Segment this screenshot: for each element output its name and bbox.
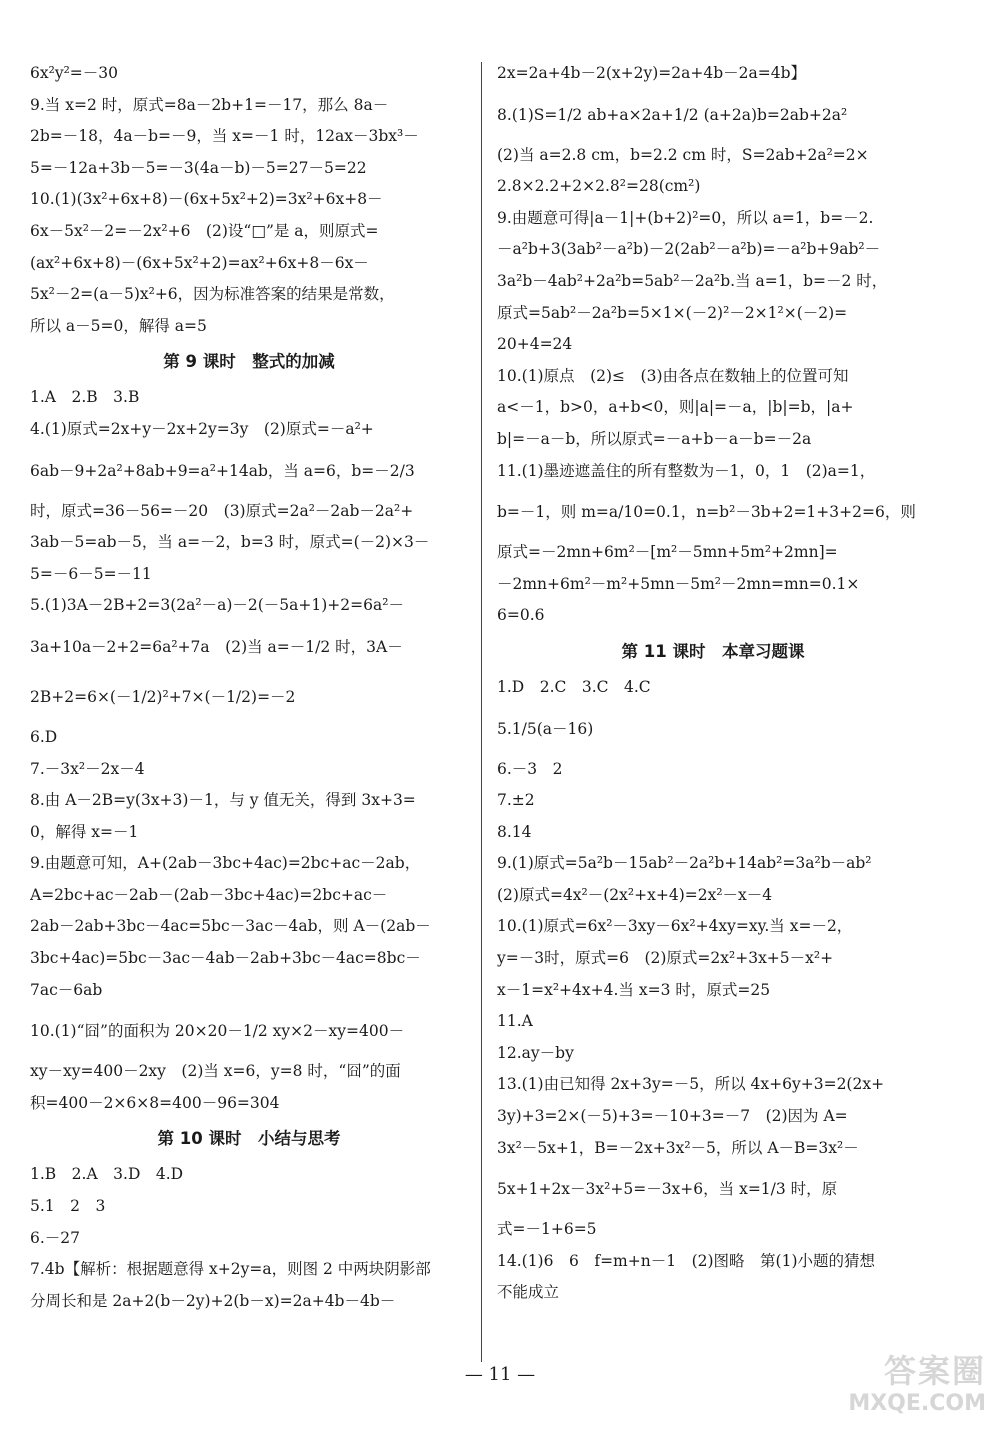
answer-line: a<－1，b>0，a+b<0，则|a|=－a，|b|=b，|a+ xyxy=(497,398,854,417)
answer-line: 11.(1)墨迹遮盖住的所有整数为－1，0，1 (2)a=1， xyxy=(497,461,876,480)
answer-line: 6.－3 2 xyxy=(497,759,563,778)
answer-line: 11.A xyxy=(497,1012,533,1031)
answer-line: 9.(1)原式=5a²b－15ab²－2a²b+14ab²=3a²b－ab² xyxy=(497,854,872,873)
answer-line: 8.由 A－2B=y(3x+3)－1，与 y 值无关，得到 3x+3= xyxy=(30,791,416,810)
answer-line: 4.(1)原式=2x+y－2x+2y=3y (2)原式=－a²+ xyxy=(30,419,374,438)
answer-line: 9.由题意可得|a－1|+(b+2)²=0，所以 a=1，b=－2. xyxy=(497,208,874,227)
answer-line: 1.D 2.C 3.C 4.C xyxy=(497,677,651,696)
answer-line: 1.B 2.A 3.D 4.D xyxy=(30,1165,184,1184)
answer-line: b|=－a－b，所以原式=－a+b－a－b=－2a xyxy=(497,429,812,448)
answer-line: (2)原式=4x²－(2x²+x+4)=2x²－x－4 xyxy=(497,885,773,904)
section-heading: 第 9 课时 整式的加减 xyxy=(163,352,335,372)
answer-line: (2)当 a=2.8 cm，b=2.2 cm 时，S=2ab+2a²=2× xyxy=(497,145,869,164)
answer-line: 3y)+3=2×(－5)+3=－10+3=－7 (2)因为 A= xyxy=(497,1107,848,1126)
watermark-logo xyxy=(826,1351,986,1421)
answer-line: 时，原式=36－56=－20 (3)原式=2a²－2ab－2a²+ xyxy=(30,501,414,520)
answer-line: 2b=－18，4a－b=－9，当 x=－1 时，12ax－3bx³－ xyxy=(30,127,419,146)
answer-line: 5.(1)3A－2B+2=3(2a²－a)－2(－5a+1)+2=6a²－ xyxy=(30,596,404,615)
column-divider xyxy=(481,62,482,1362)
answer-line: 所以 a－5=0，解得 a=5 xyxy=(30,316,207,335)
answer-line: 20+4=24 xyxy=(497,335,573,354)
answer-line: 2ab－2ab+3bc－4ac=5bc－3ac－4ab，则 A－(2ab－ xyxy=(30,917,431,936)
answer-line: －a²b+3(3ab²－a²b)－2(2ab²－a²b)=－a²b+9ab²－ xyxy=(497,240,881,259)
answer-line: 原式=－2mn+6m²－[m²－5mn+5m²+2mn]= xyxy=(497,543,838,562)
answer-line: 5=－6－5=－11 xyxy=(30,564,152,583)
answer-line: 6=0.6 xyxy=(497,606,545,625)
answer-line: 5x+1+2x－3x²+5=－3x+6，当 x=1/3 时，原 xyxy=(497,1180,838,1199)
answer-line: 5x²－2=(a－5)x²+6，因为标准答案的结果是常数， xyxy=(30,285,395,304)
answer-line: 6ab－9+2a²+8ab+9=a²+14ab，当 a=6，b=－2/3 xyxy=(30,461,415,480)
answer-line: 6x－5x²－2=－2x²+6 (2)设“□”是 a，则原式= xyxy=(30,221,379,240)
answer-line: 2B+2=6×(－1/2)²+7×(－1/2)=－2 xyxy=(30,687,296,706)
answer-line: 8.14 xyxy=(497,822,532,841)
answer-line: 10.(1)原点 (2)≤ (3)由各点在数轴上的位置可知 xyxy=(497,366,849,385)
answer-line: xy－xy=400－2xy (2)当 x=6，y=8 时，“囧”的面 xyxy=(30,1062,401,1081)
watermark-top-text: 答案圈 xyxy=(883,1352,986,1390)
answer-line: 3x²－5x+1，B=－2x+3x²－5，所以 A－B=3x²－ xyxy=(497,1138,859,1157)
answer-line: 10.(1)原式=6x²－3xy－6x²+4xy=xy.当 x=－2， xyxy=(497,917,853,936)
answer-line: 10.(1)(3x²+6x+8)－(6x+5x²+2)=3x²+6x+8－ xyxy=(30,190,383,209)
answer-line: 5.1/5(a－16) xyxy=(497,719,594,738)
answer-line: 8.(1)S=1/2 ab+a×2a+1/2 (a+2a)b=2ab+2a² xyxy=(497,105,848,124)
answer-line: 7.±2 xyxy=(497,791,535,810)
answer-line: 6.－27 xyxy=(30,1228,81,1247)
answer-line: 12.ay－by xyxy=(497,1043,574,1062)
right-column xyxy=(497,58,929,1309)
answer-line: 9.由题意可知，A+(2ab－3bc+4ac)=2bc+ac－2ab， xyxy=(30,854,421,873)
answer-line: 0，解得 x=－1 xyxy=(30,822,139,841)
page-number: — 11 — xyxy=(464,1364,536,1385)
answer-line: 13.(1)由已知得 2x+3y=－5，所以 4x+6y+3=2(2x+ xyxy=(497,1075,885,1094)
answer-line: 3a+10a－2+2=6a²+7a (2)当 a=－1/2 时，3A－ xyxy=(30,637,403,656)
answer-line: b=－1，则 m=a/10=0.1，n=b²－3b+2=1+3+2=6，则 xyxy=(497,503,916,522)
answer-line: 9.当 x=2 时，原式=8a－2b+1=－17，那么 8a－ xyxy=(30,95,389,114)
answer-line: －2mn+6m²－m²+5mn－5m²－2mn=mn=0.1× xyxy=(497,574,860,593)
answer-line: 3bc+4ac)=5bc－3ac－4ab－2ab+3bc－4ac=8bc－ xyxy=(30,949,421,968)
section-heading: 第 10 课时 小结与思考 xyxy=(157,1129,341,1149)
answer-line: 10.(1)“囧”的面积为 20×20－1/2 xy×2－xy=400－ xyxy=(30,1022,405,1041)
answer-line: 积=400－2×6×8=400－96=304 xyxy=(30,1093,280,1112)
watermark-bottom-text: MXQE.COM xyxy=(848,1391,986,1416)
answer-line: 5=－12a+3b－5=－3(4a－b)－5=27－5=22 xyxy=(30,158,367,177)
left-column xyxy=(30,58,468,1317)
answer-line: 原式=5ab²－2a²b=5×1×(－2)²－2×1²×(－2)= xyxy=(497,303,848,322)
answer-line: 2.8×2.2+2×2.8²=28(cm²) xyxy=(497,177,701,196)
answer-line: (ax²+6x+8)－(6x+5x²+2)=ax²+6x+8－6x－ xyxy=(30,253,369,272)
answer-line: 14.(1)6 6 f=m+n－1 (2)图略 第(1)小题的猜想 xyxy=(497,1251,875,1270)
answer-line: y=－3时，原式=6 (2)原式=2x²+3x+5－x²+ xyxy=(497,949,834,968)
answer-line: 2x=2a+4b－2(x+2y)=2a+4b－2a=4b】 xyxy=(497,64,807,82)
answer-line: 6.D xyxy=(30,727,58,746)
answer-line: x－1=x²+4x+4.当 x=3 时，原式=25 xyxy=(497,980,771,999)
answer-line: 分周长和是 2a+2(b－2y)+2(b－x)=2a+4b－4b－ xyxy=(30,1291,396,1310)
answer-line: 3ab－5=ab－5，当 a=－2，b=3 时，原式=(－2)×3－ xyxy=(30,533,430,552)
answer-line: 5.1 2 3 xyxy=(30,1197,106,1216)
answer-line: 1.A 2.B 3.B xyxy=(30,388,140,407)
section-heading: 第 11 课时 本章习题课 xyxy=(621,641,805,661)
answer-line: 3a²b－4ab²+2a²b=5ab²－2a²b.当 a=1，b=－2 时， xyxy=(497,271,888,290)
answer-line: 7.4b【解析：根据题意得 x+2y=a，则图 2 中两块阴影部 xyxy=(30,1260,431,1279)
answer-line: 7ac－6ab xyxy=(30,980,103,999)
answer-line: 6x²y²=－30 xyxy=(30,64,118,82)
answer-line: 不能成立 xyxy=(497,1283,560,1302)
answer-line: A=2bc+ac－2ab－(2ab－3bc+4ac)=2bc+ac－ xyxy=(30,885,388,904)
answer-line: 式=－1+6=5 xyxy=(497,1220,597,1239)
answer-line: 7.－3x²－2x－4 xyxy=(30,759,145,778)
